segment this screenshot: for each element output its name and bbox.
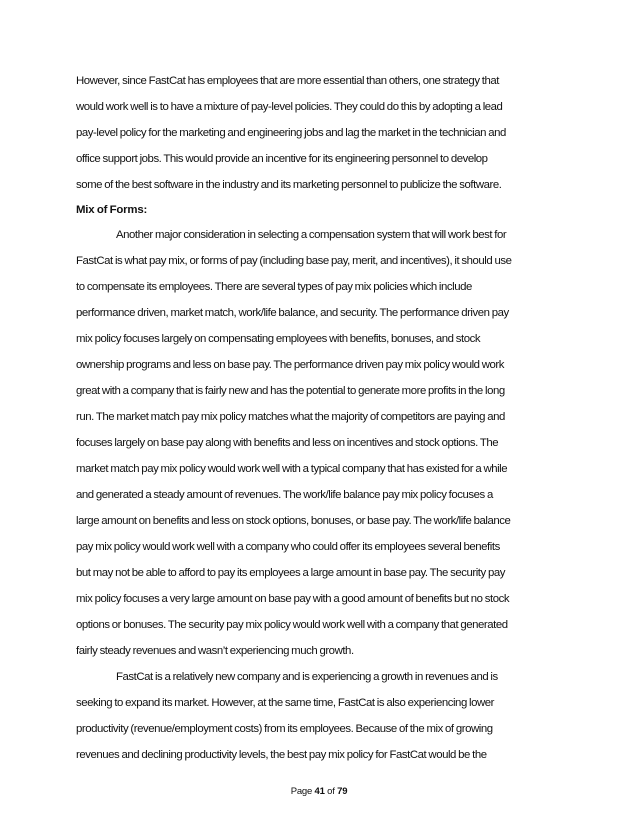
text-line: large amount on benefits and less on stock options, bonuses, or base pay. The work/life balance xyxy=(76,515,511,527)
text-line: performance driven, market match, work/life balance, and security. The performance driven pay xyxy=(76,307,509,319)
text-line: However, since FastCat has employees that are more essential than others, one strategy that xyxy=(76,75,499,87)
text-line: fairly steady revenues and wasn’t experiencing much growth. xyxy=(76,645,354,657)
text-line: FastCat is a relatively new company and is experiencing a growth in revenues and is xyxy=(116,671,498,683)
text-line: to compensate its employees. There are several types of pay mix policies which include xyxy=(76,281,472,293)
text-line: seeking to expand its market. However, at the same time, FastCat is also experiencing lower xyxy=(76,697,495,709)
text-line: market match pay mix policy would work well with a typical company that has existed for a while xyxy=(76,463,508,475)
text-line: mix policy focuses largely on compensating employees with benefits, bonuses, and stock xyxy=(76,333,481,345)
footer-prefix: Page xyxy=(290,786,313,797)
page-number: 41 xyxy=(314,786,325,797)
text-line: pay-level policy for the marketing and engineering jobs and lag the market in the technician and xyxy=(76,127,506,139)
section-heading: Mix of Forms: xyxy=(76,204,148,216)
text-line: FastCat is what pay mix, or forms of pay (including base pay, merit, and incentives), it should use xyxy=(76,255,512,267)
text-line: pay mix policy would work well with a company who could offer its employees several benefits xyxy=(76,541,500,553)
text-line: options or bonuses. The security pay mix policy would work well with a company that generated xyxy=(76,619,508,631)
text-line: revenues and declining productivity levels, the best pay mix policy for FastCat would be the xyxy=(76,749,487,761)
text-line: office support jobs. This would provide an incentive for its engineering personnel to develop xyxy=(76,153,488,165)
text-line: some of the best software in the industry and its marketing personnel to publicize the software. xyxy=(76,179,502,191)
text-line: ownership programs and less on base pay. The performance driven pay mix policy would work xyxy=(76,359,505,371)
text-line: focuses largely on base pay along with benefits and less on incentives and stock options. The xyxy=(76,437,499,449)
text-line: run. The market match pay mix policy matches what the majority of competitors are paying and xyxy=(76,411,505,423)
page-total: 79 xyxy=(337,786,348,797)
text-line: but may not be able to afford to pay its employees a large amount in base pay. The security pay xyxy=(76,567,505,579)
text-line: Another major consideration in selecting a compensation system that will work best for xyxy=(116,229,507,241)
text-line: would work well is to have a mixture of pay-level policies. They could do this by adopting a lead xyxy=(76,101,503,113)
footer-of: of xyxy=(327,786,335,797)
text-line: great with a company that is fairly new and has the potential to generate more profits in the long xyxy=(76,385,505,397)
page-footer xyxy=(0,786,638,798)
text-line: productivity (revenue/employment costs) from its employees. Because of the mix of growing xyxy=(76,723,493,735)
text-line: mix policy focuses a very large amount on base pay with a good amount of benefits but no stock xyxy=(76,593,510,605)
text-line: and generated a steady amount of revenues. The work/life balance pay mix policy focuses a xyxy=(76,489,493,501)
